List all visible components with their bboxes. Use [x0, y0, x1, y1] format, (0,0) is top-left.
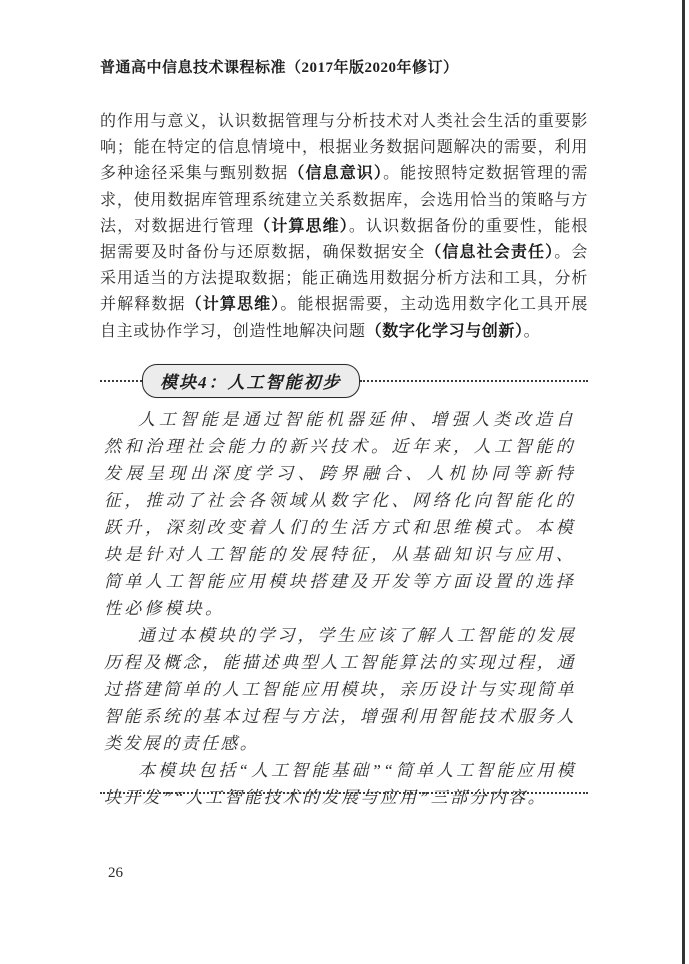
description-paragraph: 人工智能是通过智能机器延伸、增强人类改造自然和治理社会能力的新兴技术。近年来，人工智能的发展呈现出深度学习、跨界融合、人机协同等新特征，推动了社会各领域从数字化、网络化向智能化的跃升，深刻改变着人们的生活方式和思维模式。本模块是针对人工智能的发展特征，从基础知识与应用、简单人工智能应用模块搭建及开发等方面设置的选择性必修模块。 [104, 410, 576, 618]
text-segment: 。会采用适当的方法提取数据；能正确选用数据分析方法和工具，分析并解释数据 [100, 244, 588, 314]
emphasis-term: （计算思维） [254, 217, 349, 235]
section-end-rule [100, 792, 588, 794]
module-description [104, 406, 576, 811]
module-banner [100, 366, 588, 396]
emphasis-term: （计算思维） [185, 296, 281, 314]
banner-dotted-line-right [360, 380, 589, 382]
description-paragraph: 本模块包括“人工智能基础”“简单人工智能应用模块开发”“人工智能技术的发展与应用”三部分内容。 [104, 761, 576, 807]
running-header: 普通高中信息技术课程标准（2017年版2020年修订） [100, 60, 459, 76]
emphasis-term: （信息意识） [288, 165, 384, 183]
text-segment: 。能根据需要，主动选用数字化工具开展自主或协作学习，创造性地解决问题 [100, 296, 588, 340]
module-title-capsule: 模块4：人工智能初步 [142, 364, 360, 398]
emphasis-term: （信息社会责任） [425, 244, 555, 262]
text-segment: 的作用与意义，认识数据管理与分析技术对人类社会生活的重要影响；能在特定的信息情境中，根据业务数据问题解决的需要，利用多种途径采集与甄别数据 [100, 113, 588, 183]
page-number: 26 [108, 865, 123, 881]
description-paragraph: 通过本模块的学习，学生应该了解人工智能的发展历程及概念，能描述典型人工智能算法的实现过程，通过搭建简单的人工智能应用模块，亲历设计与实现简单智能系统的基本过程与方法，增强利用智能技术服务人类发展的责任感。 [104, 626, 576, 753]
text-segment: 。认识数据备份的重要性，能根据需要及时备份与还原数据，确保数据安全 [100, 217, 588, 262]
banner-dotted-line-left [100, 380, 142, 382]
text-segment: 。能按照特定数据管理的需求，使用数据库管理系统建立关系数据库，会选用恰当的策略与方法，对数据进行管理 [100, 165, 588, 235]
page-edge-shadow [682, 0, 685, 964]
intro-paragraph [100, 109, 588, 345]
text-segment: 。 [523, 322, 541, 340]
emphasis-term: （数字化学习与创新） [365, 322, 524, 340]
